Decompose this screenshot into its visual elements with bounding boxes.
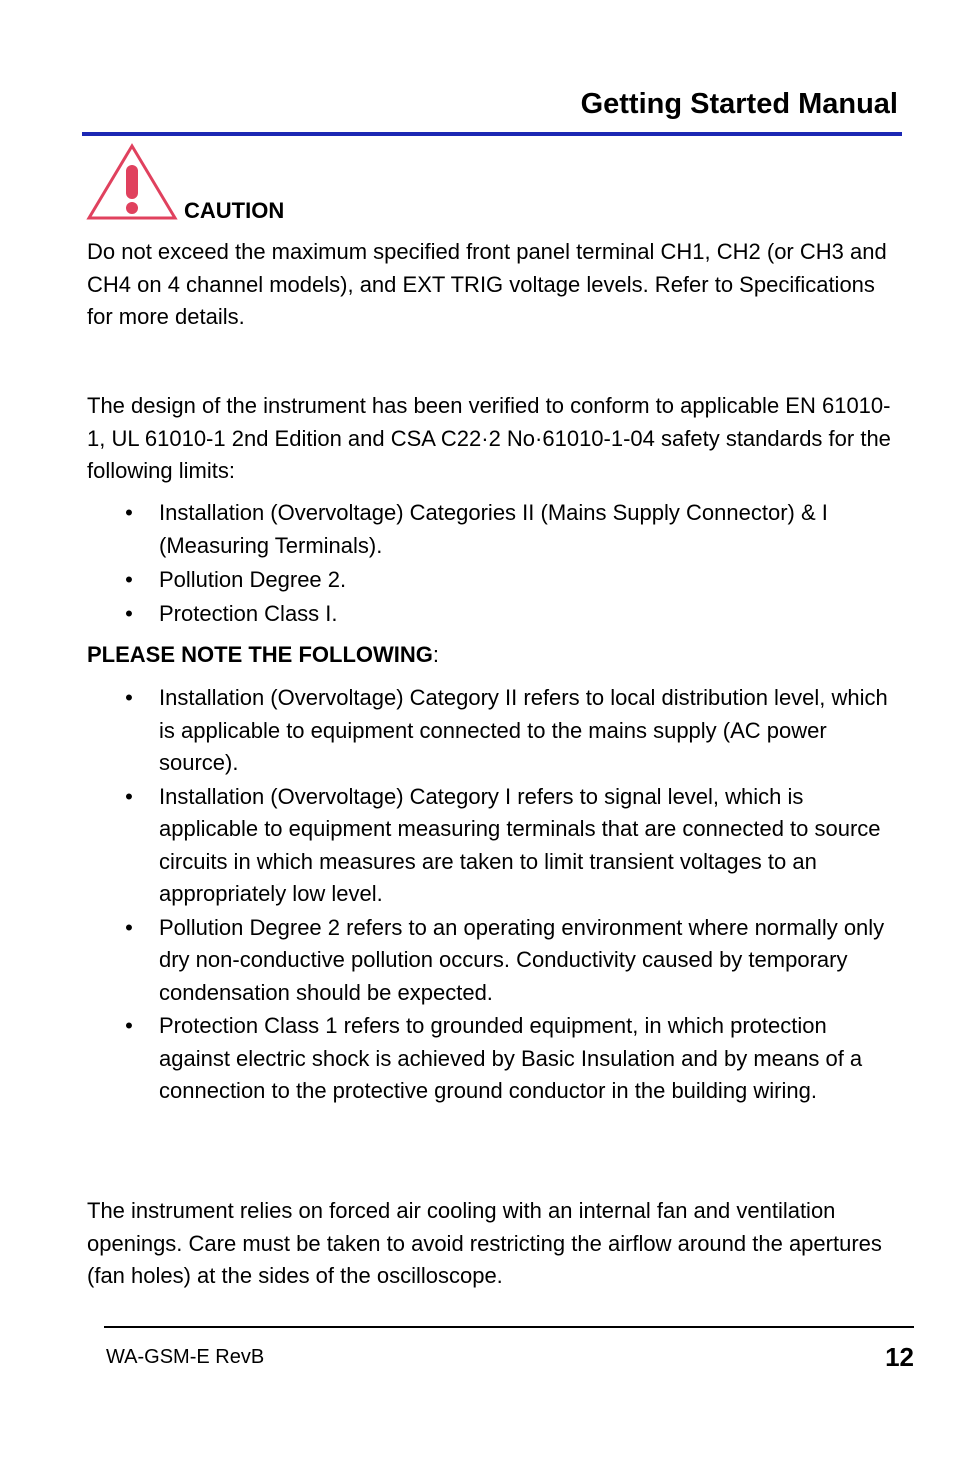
bullet-icon: • — [125, 685, 133, 710]
list-item — [87, 564, 902, 597]
list-item-text: Protection Class I. — [159, 600, 338, 626]
list-item — [87, 781, 902, 911]
list-item-text: Pollution Degree 2. — [159, 566, 347, 592]
footer-rule — [104, 1326, 914, 1328]
standards-intro: The design of the instrument has been verified to conform to applicable EN 61010-1, UL 61010-1 2nd Edition and CSA C22·2 No·61010-1-04 safety standards for the following limits: — [87, 393, 891, 483]
cooling-text: The instrument relies on forced air cooling with an internal fan and ventilation openings. Care must be taken to avoid restricting the airflow around the apertures (fan holes) at the sides of the oscilloscope. — [87, 1198, 882, 1288]
list-item-text: Installation (Overvoltage) Category II refers to local distribution level, which is applicable to equipment connected to the mains supply (AC power source). — [159, 685, 888, 775]
warning-triangle-icon — [86, 143, 178, 221]
bullet-icon: • — [125, 500, 133, 525]
title-rule — [82, 132, 902, 136]
bullet-icon: • — [125, 1013, 133, 1038]
bullet-icon: • — [125, 783, 133, 809]
notes-list — [87, 682, 902, 1109]
list-item-text: Installation (Overvoltage) Category I refers to signal level, which is applicable to equipment measuring terminals that are connected to source circuits in which measures are taken to limit transient voltages to an appropriately low level. — [159, 783, 881, 906]
bullet-icon: • — [125, 600, 133, 626]
caution-text: Do not exceed the maximum specified front panel terminal CH1, CH2 (or CH3 and CH4 on 4 channel models), and EXT TRIG voltage levels. Refer to Specifications for more details. — [87, 239, 887, 329]
footer-doc-id: WA-GSM-E RevB — [106, 1346, 265, 1368]
list-item-text: Protection Class 1 refers to grounded equipment, in which protection against electric shock is achieved by Basic Insulation and by means of a connection to the protective ground conductor in the building wiring. — [159, 1013, 863, 1103]
note-heading — [87, 639, 439, 671]
standards-list — [87, 497, 902, 632]
bullet-icon: • — [125, 914, 133, 940]
list-item — [87, 682, 902, 780]
page-number: 12 — [885, 1342, 914, 1372]
list-item — [87, 598, 902, 631]
note-heading-text: PLEASE NOTE THE FOLLOWING — [87, 642, 433, 667]
list-item-text: Installation (Overvoltage) Categories II (Mains Supply Connector) & I (Measuring Terminals). — [159, 500, 828, 558]
list-item — [87, 912, 902, 1010]
page-title: Getting Started Manual — [580, 88, 898, 120]
list-item — [87, 1010, 902, 1108]
bullet-icon: • — [125, 566, 133, 592]
list-item-text: Pollution Degree 2 refers to an operating environment where normally only dry non-conductive pollution occurs. Conductivity caused by temporary condensation should be expected. — [159, 914, 885, 1005]
list-item — [87, 497, 902, 562]
caution-label: CAUTION — [184, 198, 285, 223]
note-heading-colon: : — [432, 642, 440, 667]
